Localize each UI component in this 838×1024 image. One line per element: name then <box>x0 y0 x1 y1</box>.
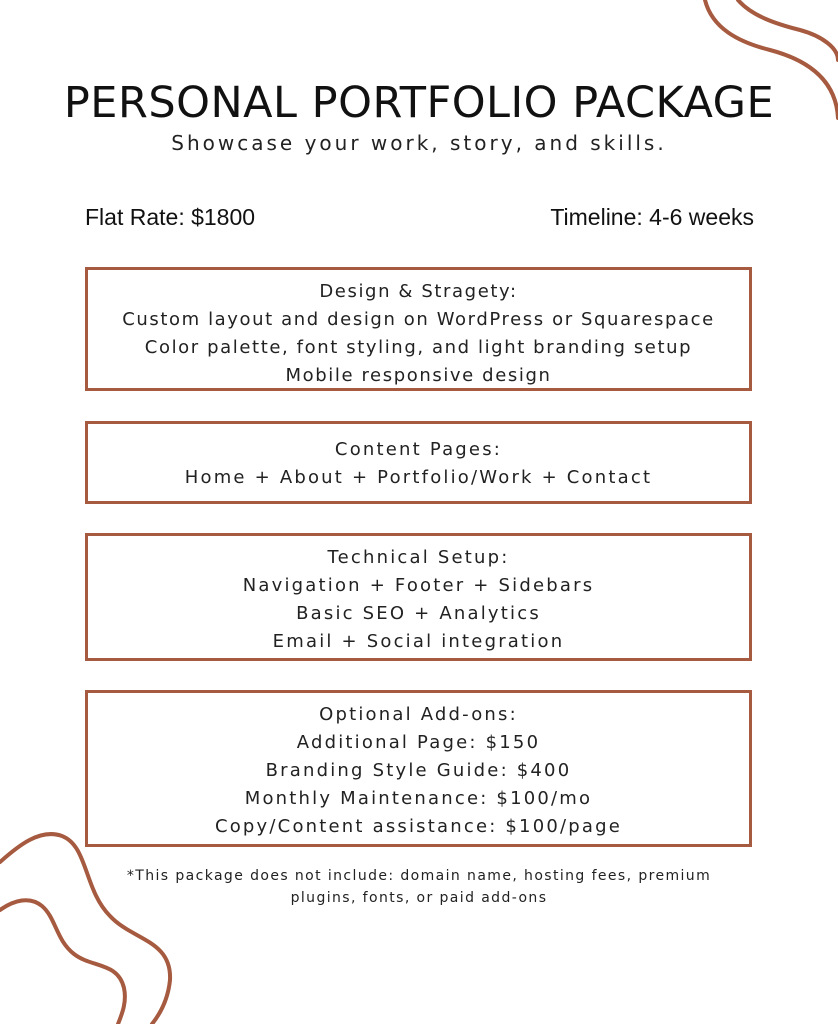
footnote <box>100 865 738 909</box>
section-line: Copy/Content assistance: $100/page <box>214 816 623 837</box>
bottom-left-wave-outer <box>0 834 170 1024</box>
section-heading: Optional Add-ons: <box>319 704 518 725</box>
section-heading: Content Pages: <box>334 439 503 460</box>
bottom-left-wave-inner <box>0 900 125 1024</box>
section-heading: Technical Setup: <box>327 547 510 568</box>
section-line: Additional Page: $150 <box>296 732 541 753</box>
section-line: Navigation + Footer + Sidebars <box>242 575 595 596</box>
flat-rate: Flat Rate: $1800 <box>85 204 256 230</box>
section-line: Home + About + Portfolio/Work + Contact <box>184 467 653 488</box>
section-line: Color palette, font styling, and light branding setup <box>144 337 693 358</box>
section-design-strategy <box>85 267 752 391</box>
footnote-line: plugins, fonts, or paid add-ons <box>290 890 548 906</box>
section-line: Email + Social integration <box>272 631 565 652</box>
section-line: Branding Style Guide: $400 <box>265 760 572 781</box>
section-heading: Design & Stragety: <box>319 281 518 302</box>
section-content-pages <box>85 421 752 504</box>
page-title: PERSONAL PORTFOLIO PACKAGE <box>63 78 775 128</box>
section-line: Custom layout and design on WordPress or Squarespace <box>122 309 715 330</box>
section-line: Monthly Maintenance: $100/mo <box>244 788 593 809</box>
timeline: Timeline: 4-6 weeks <box>550 204 754 230</box>
section-technical-setup <box>85 533 752 661</box>
section-line: Mobile responsive design <box>285 365 552 386</box>
top-right-wave-inner <box>738 0 838 60</box>
section-line: Basic SEO + Analytics <box>296 603 541 624</box>
page-subtitle: Showcase your work, story, and skills. <box>171 131 667 155</box>
section-optional-addons <box>85 690 752 847</box>
footnote-line: *This package does not include: domain name, hosting fees, premium <box>126 868 712 884</box>
